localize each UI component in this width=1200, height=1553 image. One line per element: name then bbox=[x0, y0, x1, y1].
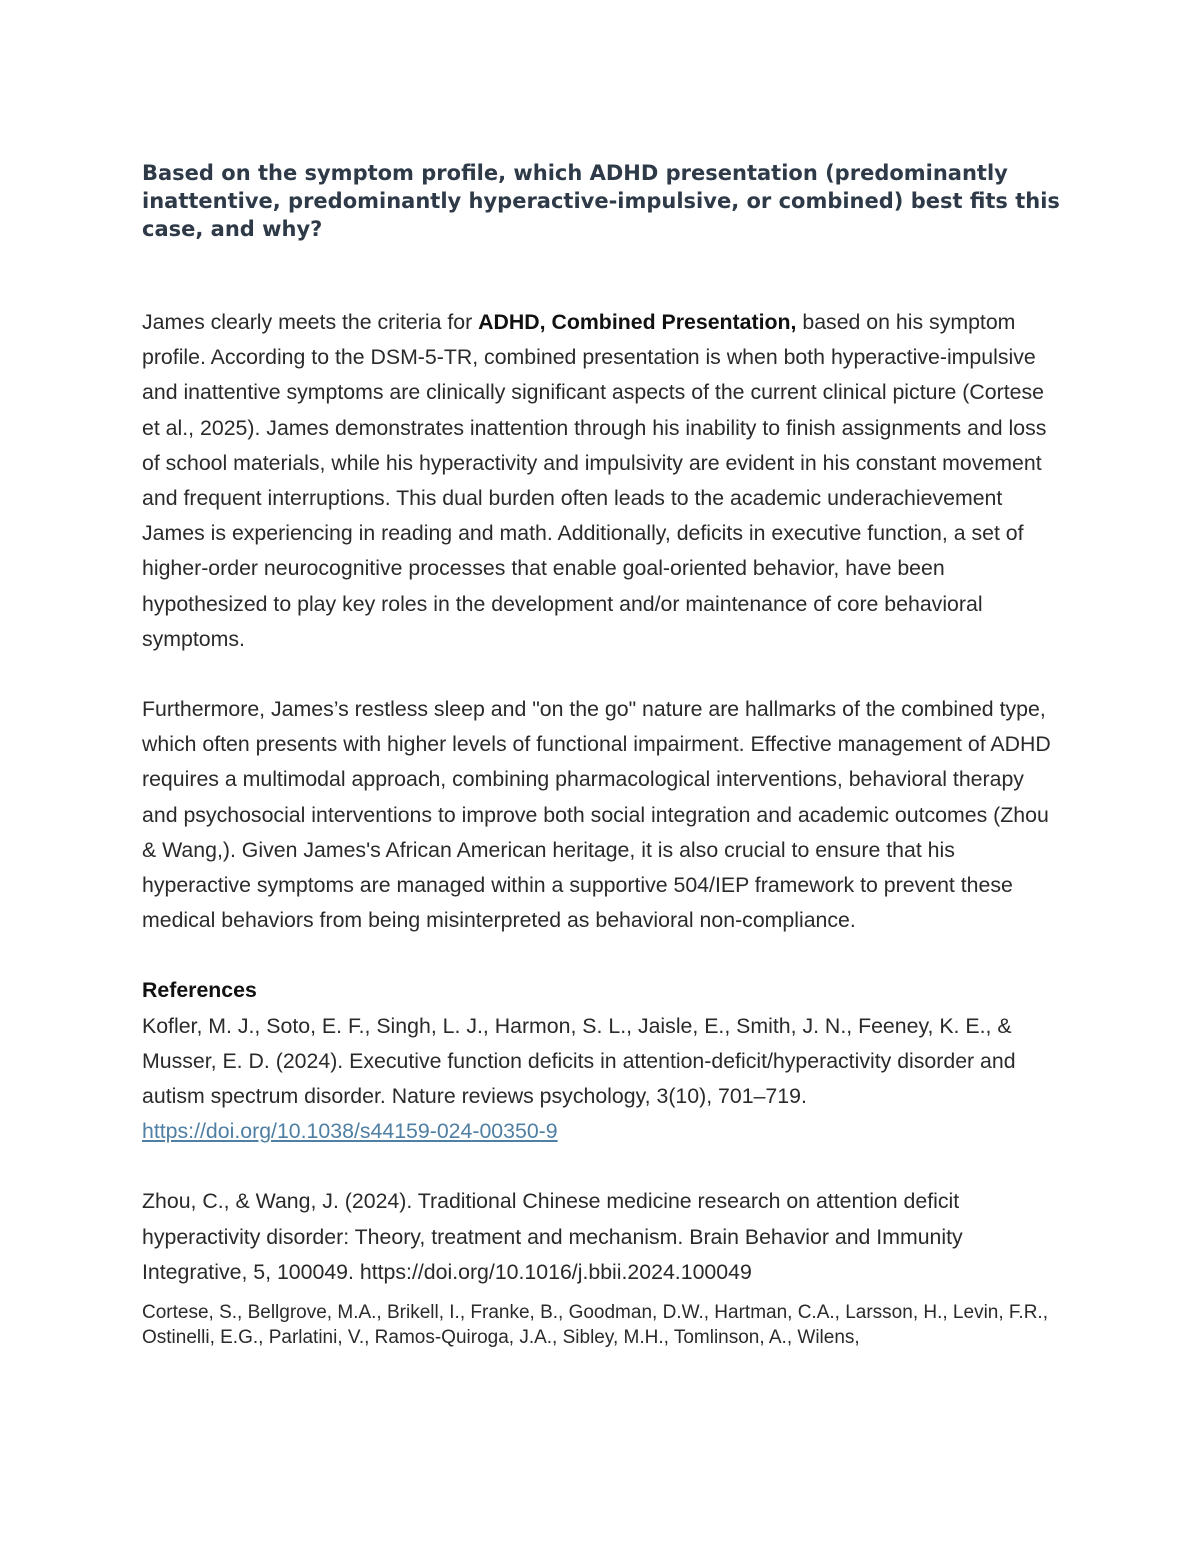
answer-section bbox=[142, 305, 1062, 938]
question-heading: Based on the symptom profile, which ADHD presentation (predominantly inattentive, predominantly hyperactive-impulsive, or combined) best fits this case, and why? bbox=[142, 161, 1060, 241]
diagnosis-emphasis: ADHD, Combined Presentation, bbox=[478, 310, 797, 334]
references-heading: References bbox=[142, 978, 257, 1003]
document-content bbox=[142, 159, 1062, 1350]
references-section bbox=[142, 973, 1062, 1350]
reference-zhou: Zhou, C., & Wang, J. (2024). Traditional Chinese medicine research on attention deficit hyperactivity disorder: Theory, treatment and mechanism. Brain Behavior and Immunity Integrative, 5, 100049. https://doi.org/10.1016/j.bbii.2024.100049 bbox=[142, 1189, 963, 1284]
reference-kofler-text: Kofler, M. J., Soto, E. F., Singh, L. J., Harmon, S. L., Jaisle, E., Smith, J. N., Feeney, K. E., & Musser, E. D. (2024). Executive function deficits in attention-deficit/hyperactivity disorder and autism spectrum disorder. Nature reviews psychology, 3(10), 701–719. bbox=[142, 1013, 1016, 1109]
reference-cortese: Cortese, S., Bellgrove, M.A., Brikell, I., Franke, B., Goodman, D.W., Hartman, C.A., Larsson, H., Levin, F.R., Ostinelli, E.G., Parlatini, V., Ramos-Quiroga, J.A., Sibley, M.H., Tomlinson, A., Wilens, bbox=[142, 1302, 1048, 1349]
answer-p1-rest: based on his symptom profile. According to the DSM-5-TR, combined presentation is when both hyperactive-impulsive and inattentive symptoms are clinically significant aspects of the current clinical picture (Cortese et al., 2025). James demonstrates inattention through his inability to finish assignments and loss of school materials, while his hyperactivity and impulsivity are evident in his constant movement and frequent interruptions. This dual burden often leads to the academic underachievement James is experiencing in reading and math. Additionally, deficits in executive function, a set of higher-order neurocognitive processes that enable goal-oriented behavior, have been hypothesized to play key roles in the development and/or maintenance of core behavioral symptoms. bbox=[142, 310, 1047, 651]
answer-p1-lead: James clearly meets the criteria for bbox=[142, 310, 479, 334]
reference-kofler bbox=[142, 1009, 1062, 1150]
answer-paragraph-1 bbox=[142, 305, 1062, 657]
reference-kofler-doi-link[interactable]: https://doi.org/10.1038/s44159-024-00350-9 bbox=[142, 1119, 558, 1144]
answer-paragraph-2: Furthermore, James’s restless sleep and "on the go" nature are hallmarks of the combined type, which often presents with higher levels of functional impairment. Effective management of ADHD requires a multimodal approach, combining pharmacological interventions, behavioral therapy and psychosocial interventions to improve both social integration and academic outcomes (Zhou & Wang,). Given James's African American heritage, it is also crucial to ensure that his hyperactive symptoms are managed within a supportive 504/IEP framework to prevent these medical behaviors from being misinterpreted as behavioral non-compliance. bbox=[142, 697, 1051, 933]
